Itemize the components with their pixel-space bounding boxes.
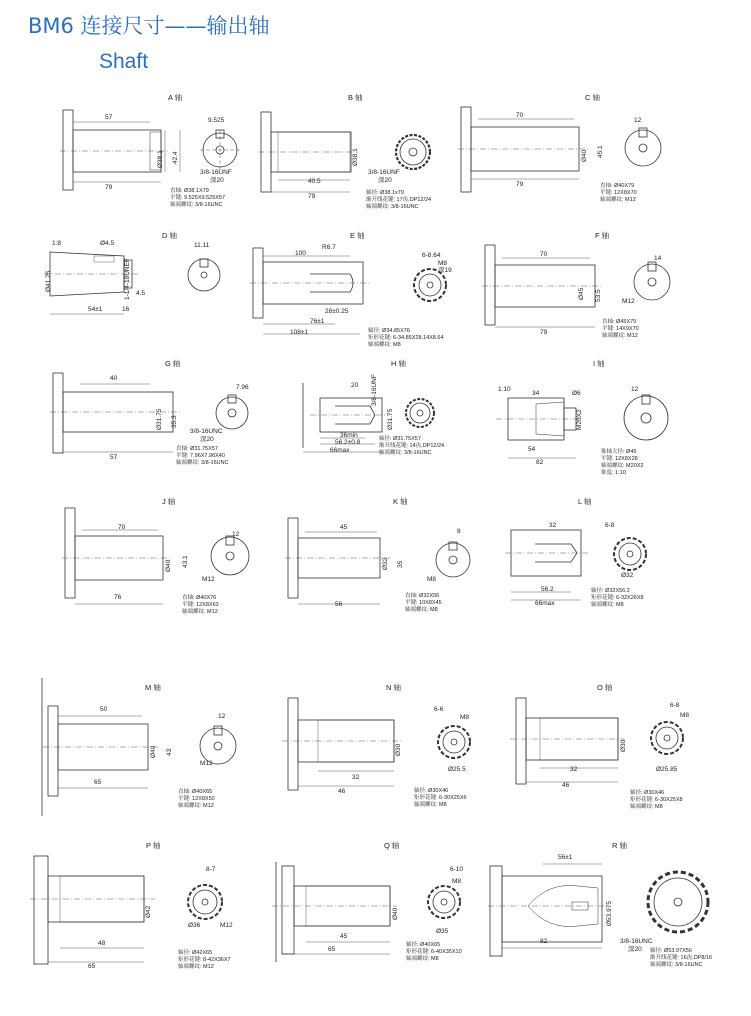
- dim-total-length: 65: [88, 963, 96, 970]
- dim-total-length: 79: [516, 181, 524, 188]
- dim-diameter: Ø32: [621, 572, 634, 579]
- spec-list: 轴径: Ø31.75X57 渐开线花键: 14齿,DP12/24 轴端螺纹: 3/8-16UNC: [379, 436, 445, 456]
- spec-list: 直轴: Ø40X76 平键: 12X8X63 轴端螺纹: M12: [182, 595, 219, 615]
- dim-thread: 1-1/4-18UNEF: [124, 258, 131, 300]
- dim-diameter: Ø31.75: [387, 408, 394, 430]
- dim-spline: 6-10: [450, 866, 464, 873]
- spec-list: 直轴: Ø40X65 平键: 12X8X50 轴端螺纹: M12: [178, 789, 215, 809]
- dim-hole: Ø4.5: [100, 240, 115, 247]
- panel-title: R 轴: [612, 841, 627, 850]
- dim-key-width: 9.525: [208, 117, 225, 124]
- dim-key-length: 45: [340, 524, 348, 531]
- dim-thread: M8: [452, 878, 462, 885]
- dim-diameter: Ø40: [150, 745, 157, 758]
- dim-bore: 32: [549, 522, 557, 529]
- dim-diameter: Ø38.1: [157, 150, 164, 168]
- dim-depth: 深20: [210, 177, 224, 184]
- dim-minor: Ø25.5: [448, 766, 466, 773]
- dim-spline: 6-6: [434, 706, 444, 713]
- dim-key-length: 70: [516, 112, 524, 119]
- dim-length: 56.2±0.8: [335, 439, 361, 446]
- spec-list: 轴径: Ø34.85X76 矩形花键: 6-34.85X28.14X8.64 轴端螺纹: M8: [368, 328, 444, 348]
- dim-key-height: 42.4: [172, 151, 179, 164]
- dim-spline-length: 56±1: [558, 854, 573, 861]
- dim-thread: 3/8-16UNF: [200, 169, 232, 176]
- shaft-drawing: [458, 92, 678, 222]
- dim-spline-length: 76±1: [310, 318, 325, 325]
- dim-spline-length: 40.5: [308, 178, 321, 185]
- dim-key-width: 12: [218, 713, 226, 720]
- panel-shaft-e: [250, 230, 470, 360]
- dim-total-length: 79: [308, 193, 316, 200]
- dim-thread: M12: [622, 298, 635, 305]
- panel-title: B 轴: [348, 93, 363, 102]
- spec-list: 轴径: Ø53.97X56 渐开线花键: 16齿,DP8/16 轴端螺纹: 3/8-16UNC: [650, 948, 713, 968]
- dim-key-width: 14: [654, 255, 662, 262]
- dim-spline-length: 32: [352, 774, 360, 781]
- panel-title: F 轴: [595, 231, 610, 240]
- shaft-drawing: [62, 496, 262, 626]
- dim-key-height: 35.3: [171, 415, 178, 428]
- dim-key-height: 53.5: [595, 289, 602, 302]
- dim-total-length: 56: [335, 601, 343, 608]
- dim-thread: M8: [680, 712, 690, 719]
- dim-taper: 1:10: [498, 386, 511, 393]
- panel-shaft-l: [505, 496, 705, 626]
- shaft-drawing: [38, 676, 258, 821]
- panel-shaft-a: [60, 92, 250, 222]
- spec-list: 直轴: Ø31.75X57 平键: 7.96X7.96X40 轴端螺纹: 3/8-16UNC: [176, 446, 229, 466]
- panel-shaft-r: [488, 836, 718, 981]
- dim-spline-length: 32: [570, 766, 578, 773]
- panel-title: A 轴: [168, 93, 183, 102]
- dim-thread: M8: [438, 260, 448, 267]
- dim-diameter: Ø38.1: [352, 148, 359, 166]
- page-subtitle: Shaft: [99, 50, 149, 73]
- dim-depth: 深20: [200, 436, 214, 443]
- dim-minor: Ø25.85: [656, 766, 678, 773]
- dim-total-length: 46: [338, 788, 346, 795]
- dim-thread: M12: [202, 576, 215, 583]
- dim-offset: 4.5: [136, 290, 146, 297]
- dim-diameter: Ø41.25: [45, 270, 52, 292]
- dim-diameter: Ø40: [165, 559, 172, 572]
- dim-diameter: Ø42: [145, 905, 152, 918]
- dim-key-height: 45.1: [597, 145, 604, 158]
- spec-list: 锥轴大径: Ø45 平键: 12X8X28 轴端螺纹: M20X2 锥度: 1:10: [601, 449, 644, 476]
- spec-list: 直轴: Ø45X79 平键: 14X9X70 轴端螺纹: M12: [602, 319, 639, 339]
- dim-diameter: Ø40: [581, 149, 588, 162]
- dim-diameter: Ø45: [578, 287, 585, 300]
- panel-shaft-n: [282, 676, 492, 821]
- dim-bore: 20: [351, 382, 359, 389]
- spec-list: 直轴: Ø38.1X79 平键: 9.525X9.525X57 轴端螺纹: 3/8-16UNC: [170, 188, 226, 208]
- panel-title: N 轴: [386, 683, 401, 692]
- dim-diameter: Ø53.975: [606, 901, 613, 926]
- dim-length: 100: [295, 250, 306, 257]
- panel-title: E 轴: [350, 231, 365, 240]
- panel-title: I 轴: [593, 359, 605, 368]
- spec-list: 轴径: Ø38.1x79 渐开线花键: 17齿,DP12/24 轴端螺纹: 3/8-16UNC: [366, 190, 432, 210]
- dim-key-width: 12: [634, 117, 642, 124]
- panel-shaft-i: [486, 358, 696, 488]
- spec-list: 轴径: Ø30X46 矩形花键: 6-30X25X6 轴端螺纹: M8: [414, 788, 467, 808]
- dim-total-length: 76: [114, 594, 122, 601]
- dim-thread: 3/8-16UNC: [620, 938, 653, 945]
- dim-taper-length: 54±1: [88, 306, 103, 313]
- dim-minor: Ø35: [436, 928, 449, 935]
- panel-shaft-f: [482, 230, 702, 360]
- panel-shaft-k: [285, 496, 485, 626]
- dim-diameter: Ø31.75: [156, 408, 163, 430]
- dim-total-length: 65: [94, 779, 102, 786]
- panel-title: P 轴: [146, 841, 161, 850]
- spec-list: 轴径: Ø42X65 矩形花键: 8-42X36X7 轴端螺纹: M12: [178, 950, 231, 970]
- panel-title: J 轴: [162, 497, 176, 506]
- dim-key-height: 43: [166, 748, 173, 756]
- dim-thread: M20X2: [576, 409, 583, 430]
- dim-hole: Ø6: [572, 390, 581, 397]
- panel-shaft-b: [258, 92, 448, 222]
- panel-shaft-o: [510, 676, 710, 821]
- page-title: BM6 连接尺寸——输出轴: [28, 14, 270, 38]
- panel-shaft-d: [44, 230, 244, 350]
- dim-thread: M12: [220, 922, 233, 929]
- dim-depth: 深20: [628, 946, 642, 953]
- dim-spline-length: 45: [340, 933, 348, 940]
- spec-list: 直轴: Ø40X79 平键: 12X8X70 轴端螺纹: M12: [600, 183, 637, 203]
- dim-total-length: 57: [110, 454, 118, 461]
- dim-diameter: Ø32: [382, 557, 389, 570]
- dim-key-length: 50: [100, 706, 108, 713]
- dim-radius: R6.7: [322, 244, 336, 251]
- dim-total-length: 65: [328, 946, 336, 953]
- dim-taper: 1:8: [52, 240, 62, 247]
- dim-diameter: Ø40: [392, 907, 399, 920]
- spec-list: 轴径: Ø30X46 矩形花键: 6-30X25X8 轴端螺纹: M8: [630, 790, 683, 810]
- panel-shaft-p: [30, 836, 250, 981]
- shaft-drawing: [295, 358, 475, 478]
- panel-title: M 轴: [145, 683, 161, 692]
- dim-length: 57: [105, 114, 113, 121]
- dim-total-length: 46: [562, 782, 570, 789]
- dim-key-height: 35: [397, 560, 404, 568]
- dim-key-width: 8: [457, 528, 461, 535]
- dim-key-width: 11.11: [194, 242, 210, 249]
- dim-length: 54: [528, 446, 536, 453]
- dim-key-width: 12: [631, 386, 639, 393]
- dim-thread: M8: [427, 576, 437, 583]
- dim-key-length: 40: [110, 375, 118, 382]
- dim-thread: M12: [200, 760, 213, 767]
- panel-title: O 轴: [597, 683, 613, 692]
- dim-spline: 8-7: [206, 866, 216, 873]
- panel-title: Q 轴: [384, 841, 400, 850]
- dim-end-length: 16: [122, 306, 130, 313]
- shaft-drawing: [482, 230, 702, 360]
- panel-title: K 轴: [393, 497, 408, 506]
- dim-key-length: 70: [118, 524, 126, 531]
- dim-key-length: 70: [540, 251, 548, 258]
- panel-title: G 轴: [165, 359, 181, 368]
- dim-max: 66max: [535, 600, 555, 607]
- dim-minor: 28±0.25: [325, 308, 349, 315]
- dim-key-width: 12: [232, 531, 240, 538]
- panel-title: C 轴: [585, 93, 600, 102]
- dim-thread: 3/8-16UNF: [371, 374, 378, 406]
- dim-key-height: 43.1: [182, 555, 189, 568]
- dim-max: 66max: [330, 447, 350, 454]
- panel-title: D 轴: [162, 231, 177, 240]
- dim-diameter: Ø30: [620, 739, 627, 752]
- dim-spline-min: 36min: [340, 432, 358, 439]
- panel-shaft-m: [38, 676, 258, 821]
- shaft-drawing: [486, 358, 696, 488]
- dim-thread: 3/8-16UNF: [368, 169, 400, 176]
- dim-total-length: 82: [536, 459, 544, 466]
- dim-taper-length: 34: [532, 390, 540, 397]
- dim-key-width: 7.96: [236, 384, 249, 391]
- dim-thread: M8: [460, 714, 470, 721]
- panel-title: L 轴: [578, 497, 592, 506]
- panel-shaft-q: [272, 836, 482, 981]
- dim-length: 56.2: [541, 586, 554, 593]
- dim-total-length: 108±1: [290, 329, 309, 336]
- panel-shaft-j: [62, 496, 262, 626]
- dim-total-length: 79: [540, 329, 548, 336]
- dim-thread: 3/8-16UNC: [190, 428, 223, 435]
- panel-title: H 轴: [391, 359, 406, 368]
- dim-spline-length: 48: [98, 940, 106, 947]
- dim-depth: 深20: [378, 177, 392, 184]
- panel-shaft-h: [295, 358, 475, 478]
- dim-total-length: 79: [105, 184, 113, 191]
- spec-list: 轴径: Ø32X56.2 矩形花键: 6-32X26X8 轴端螺纹: M8: [591, 588, 644, 608]
- dim-spline: 6-8.64: [422, 252, 441, 259]
- dim-depth: 深19: [438, 267, 452, 274]
- dim-total-length: 82: [540, 938, 548, 945]
- dim-spline: 6-8: [670, 702, 680, 709]
- spec-list: 轴径: Ø40X65 矩形花键: 6-40X35X10 轴端螺纹: M8: [406, 942, 462, 962]
- panel-shaft-g: [50, 358, 270, 478]
- spec-list: 直轴: Ø32X56 平键: 10X8X45 轴端螺纹: M8: [405, 593, 442, 613]
- panel-shaft-c: [458, 92, 678, 222]
- dim-diameter: Ø30: [395, 743, 402, 756]
- dim-spline: 6-8: [605, 522, 615, 529]
- dim-minor: Ø36: [188, 922, 201, 929]
